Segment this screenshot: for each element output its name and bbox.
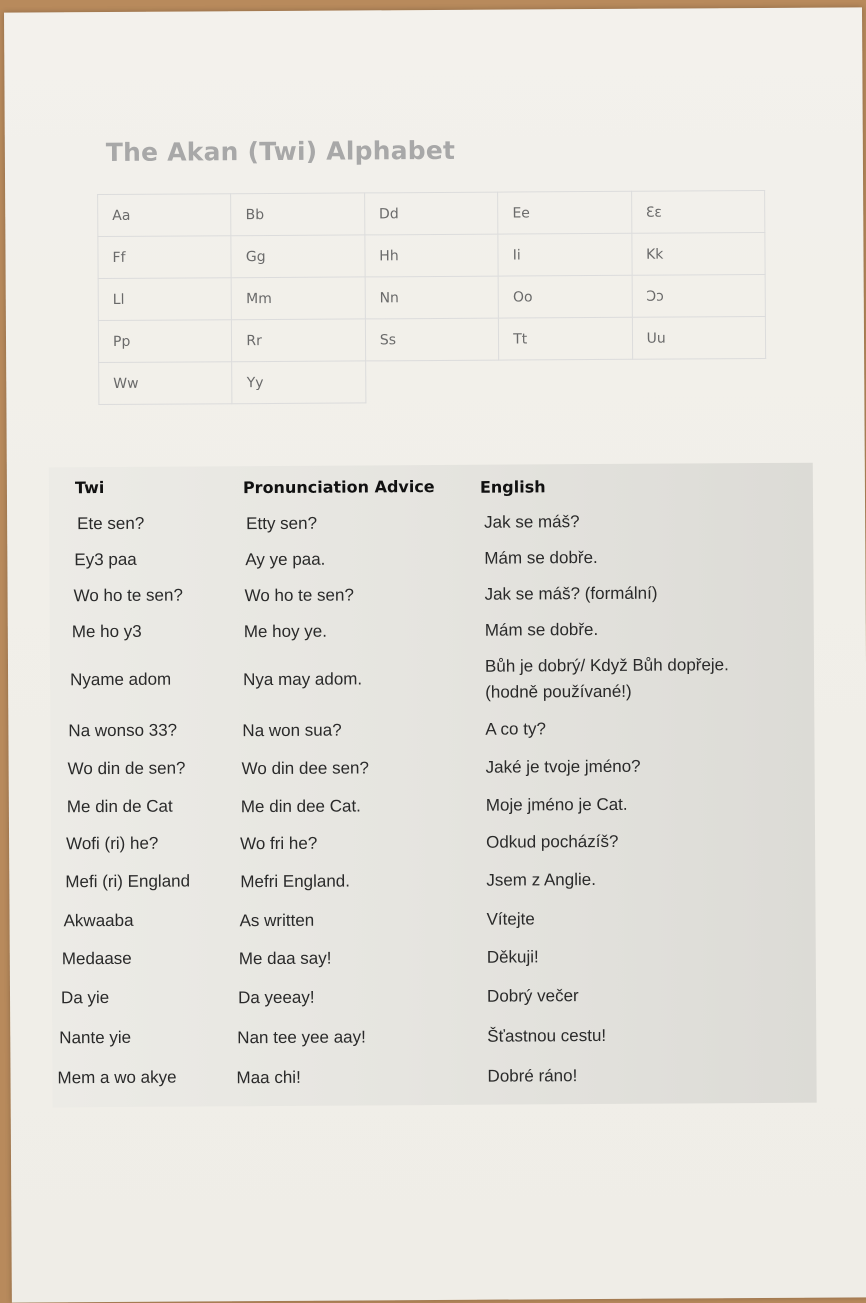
phrase-pronunciation: Wo din dee sen? [241,758,369,779]
paper-sheet [4,7,866,1302]
alphabet-cell: Ss [365,318,499,361]
alphabet-cell: Nn [365,276,499,319]
header-twi: Twi [74,478,105,498]
alphabet-empty-cell [499,359,633,402]
phrase-pronunciation: As written [239,910,315,931]
alphabet-cell: Tt [499,317,633,360]
phrase-english: Jak se máš? [484,512,580,532]
phrase-twi: Ete sen? [77,513,145,534]
alphabet-cell: Bb [231,193,365,236]
alphabet-cell: Gg [231,235,365,278]
phrase-twi: Medaase [61,948,132,969]
phrase-pronunciation: Wo fri he? [240,833,318,854]
phrase-english: Dobré ráno! [487,1066,578,1086]
phrase-pronunciation: Nan tee yee aay! [237,1027,366,1048]
phrase-twi: Wo ho te sen? [73,585,183,606]
alphabet-cell: Ee [498,191,632,234]
phrase-twi: Me ho y3 [71,621,142,642]
phrase-twi: Nyame adom [70,669,172,690]
phrase-pronunciation: Ay ye paa. [245,549,326,570]
alphabet-cell: Ff [98,236,232,279]
phrase-twi: Mefi (ri) England [65,871,191,892]
phrase-twi: Ey3 paa [74,549,137,570]
alphabet-empty-cell [365,360,499,403]
phrase-english: Bůh je dobrý/ Když Bůh dopřeje. (hodně používané!) [484,655,729,702]
phrase-pronunciation: Mefri England. [240,871,351,892]
phrase-table-background [49,463,817,1108]
phrase-pronunciation: Wo ho te sen? [244,585,354,606]
alphabet-cell: Pp [98,320,232,363]
phrase-english: Jak se máš? (formální) [484,583,658,604]
phrase-pronunciation: Etty sen? [246,513,318,534]
alphabet-row [98,232,765,278]
alphabet-row [98,316,765,362]
phrase-english: Mám se dobře. [484,548,598,568]
phrase-pronunciation: Me din dee Cat. [240,796,361,817]
phrase-english: Moje jméno je Cat. [485,794,628,815]
alphabet-cell: Ɛɛ [631,190,765,233]
alphabet-cell: Rr [232,319,366,362]
phrase-english: Jsem z Anglie. [486,870,596,890]
phrase-english: Mám se dobře. [484,620,599,640]
alphabet-cell: Mm [232,277,366,320]
phrase-pronunciation: Maa chi! [236,1067,301,1088]
page-title: The Akan (Twi) Alphabet [105,135,456,168]
alphabet-cell: Dd [364,192,498,235]
alphabet-cell: Ll [98,278,232,321]
alphabet-cell: Oo [498,275,632,318]
alphabet-cell: Hh [365,234,499,277]
phrase-english: Jaké je tvoje jméno? [485,756,641,777]
header-pronunciation: Pronunciation Advice [242,476,435,498]
phrase-english: Dobrý večer [486,986,579,1006]
alphabet-cell: Aa [98,194,232,237]
phrase-pronunciation: Da yeeay! [237,987,315,1008]
phrase-twi: Wo din de sen? [67,758,186,779]
phrase-twi: Da yie [60,987,110,1008]
alphabet-row [99,358,766,404]
header-english: English [479,477,546,497]
alphabet-cell: Ww [99,362,233,405]
phrase-twi: Me din de Cat [66,796,173,817]
phrase-pronunciation: Na won sua? [242,720,342,741]
phrase-english: Vítejte [486,909,535,929]
phrase-english: Odkud pocházíš? [486,831,619,852]
alphabet-cell: Ɔɔ [632,274,766,317]
alphabet-row [98,190,765,236]
phrase-twi: Wofi (ri) he? [66,833,159,854]
alphabet-row [98,274,765,320]
phrase-english: Děkuji! [486,947,539,967]
phrase-english: A co ty? [485,719,546,739]
alphabet-table [97,190,766,405]
phrase-pronunciation: Me daa say! [238,948,332,969]
phrase-english: Šťastnou cestu! [487,1025,607,1046]
phrase-pronunciation: Nya may adom. [243,669,363,690]
alphabet-cell: Ii [498,233,632,276]
phrase-twi: Nante yie [59,1027,132,1048]
alphabet-cell: Yy [232,361,366,404]
alphabet-cell: Uu [632,316,766,359]
alphabet-empty-cell [632,358,766,401]
alphabet-cell: Kk [631,232,765,275]
phrase-twi: Akwaaba [63,910,134,931]
phrase-pronunciation: Me hoy ye. [243,621,328,642]
phrase-twi: Mem a wo akye [57,1067,177,1088]
phrase-twi: Na wonso 33? [68,720,178,741]
